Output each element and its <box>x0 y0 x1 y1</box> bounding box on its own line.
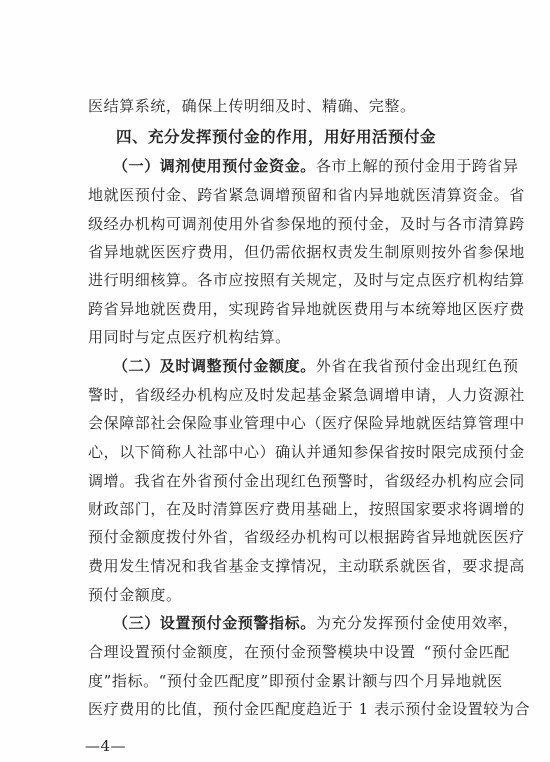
paragraph-text: 各市上解的预付金用于跨省异 <box>315 157 519 175</box>
paragraph-first-line <box>113 613 519 633</box>
section-heading: 四、充分发挥预付金的作用，用好用活预付金 <box>116 128 437 146</box>
page-number: —4— <box>85 737 127 755</box>
paragraph-text: 外省在我省预付金出现红色预 <box>315 357 519 375</box>
paragraph-first-line <box>113 156 519 176</box>
body-line: 省异地就医医疗费用，但仍需依据权责发生制原则按外省参保地 <box>88 243 525 261</box>
body-text: “预付金匹配 <box>423 643 510 661</box>
body-line: 心，以下简称人社部中心）确认并通知参保省按时限完成预付金 <box>88 443 525 461</box>
body-line: 财政部门，在及时清算医疗费用基础上，按照国家要求将调增的 <box>88 500 525 518</box>
body-line: 进行明细核算。各市应按照有关规定，及时与定点医疗机构结算 <box>88 271 525 289</box>
paragraph-text: 为充分发挥预付金使用效率， <box>315 614 519 632</box>
body-line: 用同时与定点医疗机构结算。 <box>88 328 291 346</box>
subsection-heading: （三）设置预付金预警指标。 <box>113 614 316 632</box>
body-line: 地就医预付金、跨省紧急调增预留和省内异地就医清算资金。省 <box>88 186 525 204</box>
body-line: 调增。我省在外省预付金出现红色预警时，省级经办机构应会同 <box>88 472 525 490</box>
body-line: 警时，省级经办机构应及时发起基金紧急调增申请，人力资源社 <box>88 386 525 404</box>
subsection-heading: （二）及时调整预付金额度。 <box>113 357 316 375</box>
body-line: 预付金额度。 <box>88 586 182 604</box>
subsection-heading: （一）调剂使用预付金资金。 <box>113 157 316 175</box>
body-line: 医疗费用的比值，预付金匹配度趋近于 1 表示预付金设置较为合 <box>88 700 531 718</box>
body-line: 度”指标。“预付金匹配度”即预付金累计额与四个月异地就医 <box>88 672 503 690</box>
body-line: 级经办机构可调剂使用外省参保地的预付金，及时与各市清算跨 <box>88 215 525 233</box>
body-line: 跨省异地就医费用，实现跨省异地就医费用与本统筹地区医疗费 <box>88 300 525 318</box>
body-line <box>88 642 510 662</box>
body-line: 费用发生情况和我省基金支撑情况，主动联系就医省，要求提高 <box>88 557 525 575</box>
body-text: 合理设置预付金额度，在预付金预警模块中设置 <box>88 643 416 661</box>
body-line: 会保障部社会保险事业管理中心（医疗保险异地就医结算管理中 <box>88 414 525 432</box>
paragraph-first-line <box>113 356 519 376</box>
body-line: 预付金额度拨付外省，省级经办机构可以根据跨省异地就医医疗 <box>88 528 525 546</box>
body-line: 医结算系统，确保上传明细及时、精确、完整。 <box>88 97 416 115</box>
